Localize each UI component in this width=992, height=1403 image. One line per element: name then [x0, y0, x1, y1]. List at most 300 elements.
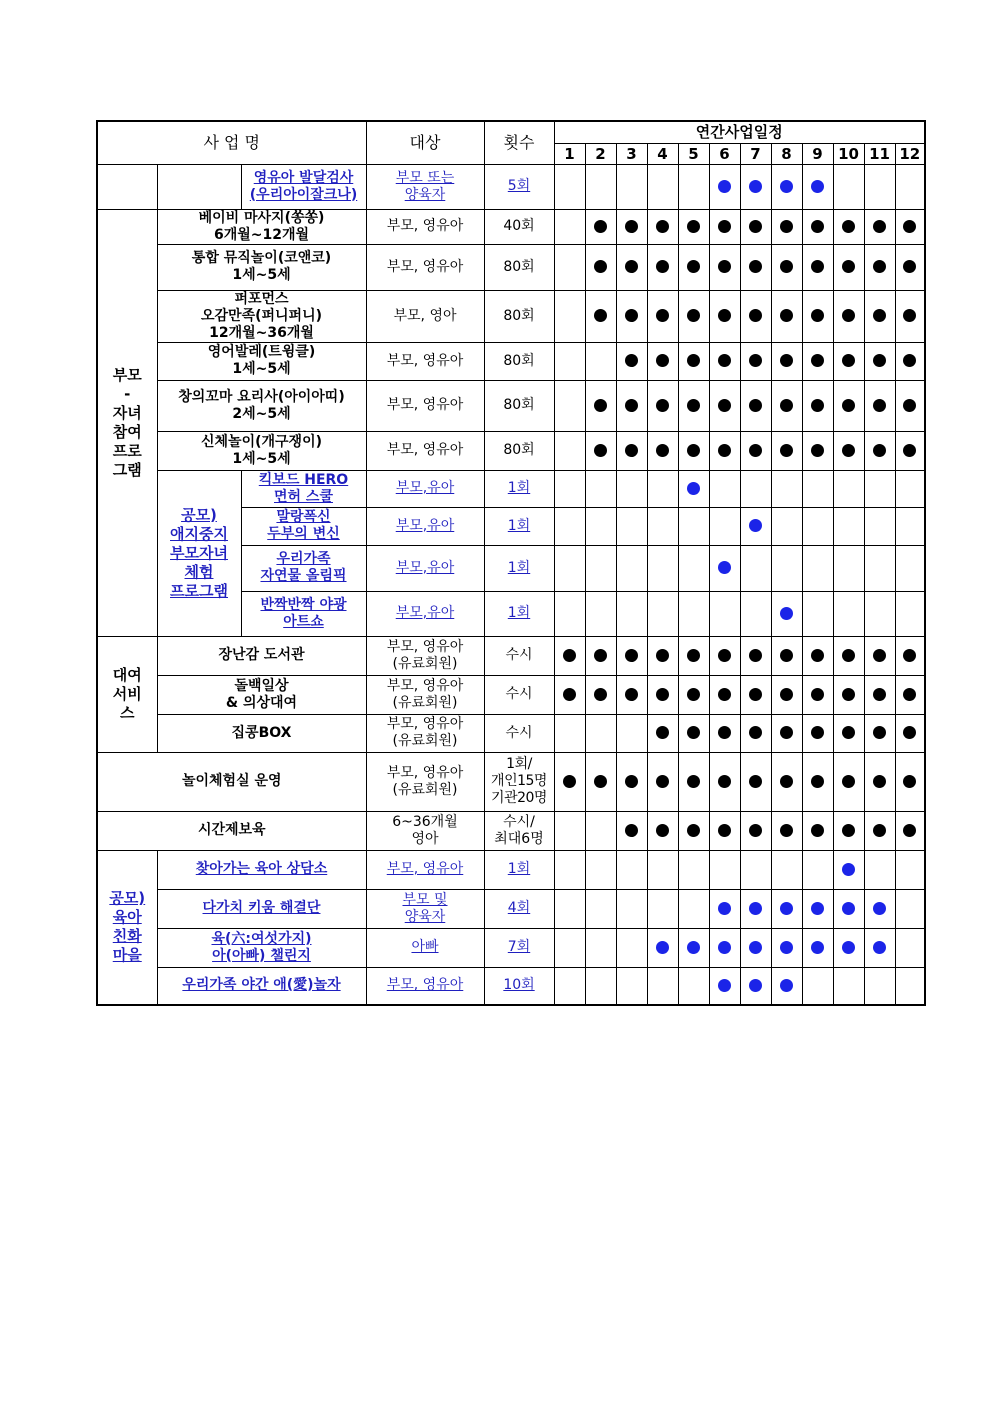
count-line: 개인15명	[491, 773, 547, 789]
month-cell	[895, 470, 925, 507]
scheduled-blue-dot-icon	[656, 941, 669, 954]
month-cell	[833, 380, 864, 431]
program-name	[241, 591, 366, 636]
scheduled-blue-dot-icon	[718, 561, 731, 574]
month-cell	[678, 752, 709, 811]
category-line: 스	[120, 703, 135, 722]
month-cell	[678, 507, 709, 545]
month-cell	[554, 967, 585, 1005]
target-line: 부모, 영유아	[386, 397, 464, 413]
header-annual-schedule	[554, 121, 925, 143]
scheduled-dot-icon	[842, 775, 855, 788]
month-cell	[740, 675, 771, 714]
scheduled-dot-icon	[749, 260, 762, 273]
month-label: 2	[595, 144, 606, 163]
count-line: 수시/	[503, 813, 535, 830]
program-name	[241, 507, 366, 545]
count-line: 1회/	[506, 756, 532, 772]
target-line: 부모, 영유아	[386, 977, 464, 994]
scheduled-blue-dot-icon	[687, 941, 700, 954]
scheduled-dot-icon	[842, 260, 855, 273]
program-name	[241, 545, 366, 591]
header-target	[366, 121, 484, 164]
category-line: 체험	[184, 562, 214, 581]
month-label: 9	[812, 144, 823, 163]
scheduled-dot-icon	[687, 399, 700, 412]
month-label: 1	[564, 144, 575, 163]
program-name	[157, 342, 366, 380]
month-cell	[616, 811, 647, 850]
scheduled-dot-icon	[903, 260, 916, 273]
scheduled-dot-icon	[656, 444, 669, 457]
scheduled-dot-icon	[718, 354, 731, 367]
month-cell	[585, 636, 616, 675]
scheduled-dot-icon	[749, 775, 762, 788]
program-name	[241, 470, 366, 507]
scheduled-dot-icon	[687, 775, 700, 788]
scheduled-blue-dot-icon	[780, 941, 793, 954]
month-cell	[678, 431, 709, 470]
scheduled-dot-icon	[656, 649, 669, 662]
month-cell	[864, 507, 895, 545]
month-cell	[647, 967, 678, 1005]
program-count	[484, 850, 554, 889]
empty-subcategory-cell	[157, 164, 241, 209]
table-row	[97, 164, 925, 209]
scheduled-dot-icon	[903, 399, 916, 412]
month-cell	[802, 164, 833, 209]
program-target	[366, 209, 484, 244]
month-cell	[895, 811, 925, 850]
scheduled-dot-icon	[718, 220, 731, 233]
program-name-line: 육(六:여섯가지)	[211, 930, 312, 947]
month-cell	[554, 714, 585, 752]
month-cell	[771, 889, 802, 928]
month-label: 3	[626, 144, 637, 163]
scheduled-dot-icon	[749, 399, 762, 412]
scheduled-blue-dot-icon	[811, 180, 824, 193]
scheduled-dot-icon	[903, 309, 916, 322]
scheduled-dot-icon	[749, 726, 762, 739]
month-label: 6	[719, 144, 730, 163]
category-line: 공모)	[109, 889, 146, 908]
category-line: 마을	[112, 946, 142, 965]
month-header	[554, 143, 585, 164]
program-name	[157, 244, 366, 290]
month-cell	[554, 928, 585, 967]
month-cell	[647, 209, 678, 244]
target-line: 부모, 영유아	[386, 638, 464, 655]
month-cell	[647, 164, 678, 209]
program-target	[366, 545, 484, 591]
month-cell	[833, 850, 864, 889]
month-cell	[833, 889, 864, 928]
scheduled-dot-icon	[687, 688, 700, 701]
scheduled-dot-icon	[842, 649, 855, 662]
program-name-line: 우리가족	[276, 551, 331, 567]
program-name-line: 반짝반짝 야광	[260, 596, 347, 613]
program-name	[97, 811, 366, 850]
scheduled-dot-icon	[718, 824, 731, 837]
month-cell	[864, 636, 895, 675]
program-name-line: 자연물 올림픽	[260, 568, 347, 584]
month-cell	[833, 636, 864, 675]
program-target	[366, 928, 484, 967]
scheduled-blue-dot-icon	[718, 180, 731, 193]
table-row	[97, 675, 925, 714]
month-cell	[709, 591, 740, 636]
month-cell	[740, 209, 771, 244]
month-cell	[616, 591, 647, 636]
month-cell	[585, 431, 616, 470]
program-name-line: & 의상대여	[225, 694, 298, 711]
target-line: 부모, 영유아	[386, 218, 464, 234]
month-cell	[678, 470, 709, 507]
header-count-label: 횟수	[503, 133, 535, 153]
scheduled-dot-icon	[811, 775, 824, 788]
scheduled-dot-icon	[594, 444, 607, 457]
month-cell	[864, 967, 895, 1005]
scheduled-blue-dot-icon	[811, 941, 824, 954]
month-cell	[771, 714, 802, 752]
scheduled-dot-icon	[625, 309, 638, 322]
month-cell	[647, 470, 678, 507]
scheduled-dot-icon	[749, 649, 762, 662]
month-cell	[585, 675, 616, 714]
program-name	[157, 967, 366, 1005]
month-cell	[895, 889, 925, 928]
count-line: 1회	[507, 517, 531, 534]
scheduled-dot-icon	[873, 354, 886, 367]
month-cell	[616, 714, 647, 752]
scheduled-dot-icon	[687, 354, 700, 367]
scheduled-dot-icon	[811, 309, 824, 322]
scheduled-dot-icon	[749, 444, 762, 457]
month-cell	[833, 714, 864, 752]
scheduled-blue-dot-icon	[780, 607, 793, 620]
month-cell	[678, 545, 709, 591]
month-cell	[802, 342, 833, 380]
month-cell	[740, 714, 771, 752]
scheduled-dot-icon	[718, 688, 731, 701]
category-line: 부모자녀	[170, 543, 228, 562]
program-count	[484, 507, 554, 545]
scheduled-dot-icon	[656, 309, 669, 322]
month-cell	[740, 889, 771, 928]
month-cell	[616, 928, 647, 967]
scheduled-dot-icon	[780, 309, 793, 322]
scheduled-dot-icon	[780, 220, 793, 233]
scheduled-dot-icon	[687, 220, 700, 233]
month-cell	[709, 342, 740, 380]
scheduled-dot-icon	[594, 775, 607, 788]
scheduled-dot-icon	[563, 649, 576, 662]
program-target	[366, 850, 484, 889]
month-cell	[771, 209, 802, 244]
program-target	[366, 752, 484, 811]
month-cell	[709, 636, 740, 675]
category-line: 프로그램	[170, 581, 228, 600]
month-header	[585, 143, 616, 164]
month-cell	[864, 431, 895, 470]
month-cell	[709, 967, 740, 1005]
month-cell	[678, 591, 709, 636]
target-line: 부모, 영유아	[386, 764, 464, 781]
program-name-line: 12개월~36개월	[209, 324, 314, 341]
scheduled-blue-dot-icon	[873, 941, 886, 954]
month-cell	[647, 636, 678, 675]
program-count	[484, 591, 554, 636]
month-cell	[709, 164, 740, 209]
program-name-line: 1세~5세	[232, 267, 291, 283]
month-cell	[864, 380, 895, 431]
program-target	[366, 967, 484, 1005]
month-cell	[585, 244, 616, 290]
program-count	[484, 431, 554, 470]
month-cell	[616, 209, 647, 244]
month-cell	[647, 752, 678, 811]
month-cell	[647, 244, 678, 290]
month-cell	[740, 290, 771, 342]
month-cell	[864, 850, 895, 889]
category-line: 자녀	[112, 403, 142, 422]
month-header	[616, 143, 647, 164]
month-cell	[864, 164, 895, 209]
program-name-line: 찾아가는 육아 상담소	[195, 861, 328, 877]
month-cell	[802, 380, 833, 431]
scheduled-dot-icon	[903, 775, 916, 788]
month-cell	[771, 507, 802, 545]
scheduled-dot-icon	[873, 775, 886, 788]
scheduled-dot-icon	[687, 824, 700, 837]
program-target	[366, 342, 484, 380]
program-name-line: 장난감 도서관	[218, 647, 305, 663]
scheduled-dot-icon	[780, 688, 793, 701]
scheduled-dot-icon	[656, 726, 669, 739]
count-line: 80회	[503, 442, 535, 458]
table-row	[97, 928, 925, 967]
program-count	[484, 164, 554, 209]
table-row	[97, 470, 925, 507]
program-count	[484, 244, 554, 290]
month-cell	[864, 591, 895, 636]
program-name-line: 1세~5세	[232, 361, 291, 377]
program-target	[366, 889, 484, 928]
target-line: 부모,유아	[395, 517, 455, 534]
month-cell	[740, 164, 771, 209]
scheduled-dot-icon	[780, 726, 793, 739]
month-cell	[585, 714, 616, 752]
program-count	[484, 290, 554, 342]
month-cell	[740, 811, 771, 850]
table-row	[97, 967, 925, 1005]
month-cell	[771, 342, 802, 380]
program-name	[157, 889, 366, 928]
month-cell	[740, 470, 771, 507]
target-line: 아빠	[411, 939, 439, 955]
program-name	[157, 636, 366, 675]
month-cell	[802, 928, 833, 967]
month-cell	[895, 928, 925, 967]
month-cell	[585, 928, 616, 967]
month-cell	[802, 636, 833, 675]
table-row	[97, 431, 925, 470]
scheduled-blue-dot-icon	[749, 902, 762, 915]
count-line: 40회	[503, 218, 535, 234]
month-cell	[802, 967, 833, 1005]
month-cell	[895, 714, 925, 752]
target-line: 6~36개월	[392, 813, 458, 830]
month-cell	[647, 675, 678, 714]
month-cell	[585, 752, 616, 811]
month-cell	[616, 164, 647, 209]
month-cell	[771, 470, 802, 507]
target-line: 부모, 영유아	[386, 442, 464, 458]
month-cell	[616, 290, 647, 342]
target-line: (유료회원)	[392, 694, 458, 711]
scheduled-dot-icon	[687, 444, 700, 457]
month-cell	[740, 850, 771, 889]
scheduled-dot-icon	[903, 726, 916, 739]
scheduled-dot-icon	[811, 824, 824, 837]
category-line: 그램	[112, 460, 142, 479]
month-cell	[616, 752, 647, 811]
target-line: (유료회원)	[392, 655, 458, 672]
month-cell	[554, 850, 585, 889]
month-cell	[864, 545, 895, 591]
header-count	[484, 121, 554, 164]
table-row	[97, 209, 925, 244]
scheduled-dot-icon	[903, 688, 916, 701]
month-header	[740, 143, 771, 164]
target-line: 부모 및	[402, 891, 448, 908]
month-cell	[802, 290, 833, 342]
month-label: 11	[869, 144, 890, 163]
month-cell	[678, 928, 709, 967]
month-cell	[554, 164, 585, 209]
scheduled-dot-icon	[718, 775, 731, 788]
program-target	[366, 675, 484, 714]
program-name	[241, 164, 366, 209]
count-line: 1회	[507, 480, 531, 496]
scheduled-blue-dot-icon	[749, 979, 762, 992]
scheduled-blue-dot-icon	[842, 902, 855, 915]
month-cell	[771, 850, 802, 889]
category-line: 부모	[112, 365, 142, 384]
target-line: 부모,유아	[395, 605, 455, 621]
program-target	[366, 591, 484, 636]
header-program	[97, 121, 366, 164]
scheduled-blue-dot-icon	[780, 979, 793, 992]
month-cell	[833, 967, 864, 1005]
scheduled-dot-icon	[718, 399, 731, 412]
count-line: 1회	[507, 559, 531, 576]
month-header	[771, 143, 802, 164]
month-cell	[802, 889, 833, 928]
month-label: 7	[750, 144, 761, 163]
month-cell	[771, 752, 802, 811]
month-cell	[833, 470, 864, 507]
month-cell	[895, 967, 925, 1005]
month-cell	[833, 591, 864, 636]
month-cell	[678, 164, 709, 209]
scheduled-dot-icon	[563, 688, 576, 701]
scheduled-dot-icon	[780, 649, 793, 662]
scheduled-dot-icon	[842, 354, 855, 367]
program-name	[157, 380, 366, 431]
category-line: 참여	[112, 422, 142, 441]
month-cell	[585, 380, 616, 431]
month-cell	[678, 811, 709, 850]
scheduled-dot-icon	[749, 688, 762, 701]
scheduled-dot-icon	[811, 260, 824, 273]
month-header	[864, 143, 895, 164]
category-contest-program	[157, 470, 241, 636]
program-count	[484, 470, 554, 507]
program-name-line: 영유아 발달검사	[253, 169, 354, 186]
month-cell	[647, 850, 678, 889]
scheduled-blue-dot-icon	[718, 902, 731, 915]
program-name-line: 두부의 변신	[267, 526, 340, 542]
month-cell	[585, 507, 616, 545]
month-cell	[647, 380, 678, 431]
scheduled-dot-icon	[811, 444, 824, 457]
month-cell	[864, 244, 895, 290]
month-cell	[554, 342, 585, 380]
scheduled-dot-icon	[625, 354, 638, 367]
program-target	[366, 811, 484, 850]
month-cell	[895, 342, 925, 380]
scheduled-dot-icon	[656, 260, 669, 273]
count-line: 4회	[507, 900, 531, 916]
month-cell	[771, 290, 802, 342]
month-cell	[678, 850, 709, 889]
scheduled-blue-dot-icon	[749, 180, 762, 193]
table-row	[97, 636, 925, 675]
month-cell	[585, 342, 616, 380]
month-cell	[678, 636, 709, 675]
scheduled-dot-icon	[811, 726, 824, 739]
scheduled-dot-icon	[656, 775, 669, 788]
scheduled-dot-icon	[687, 260, 700, 273]
scheduled-dot-icon	[780, 260, 793, 273]
program-name-line: 베이비 마사지(쏭쏭)	[198, 209, 325, 226]
month-cell	[678, 714, 709, 752]
table-row	[97, 752, 925, 811]
scheduled-dot-icon	[749, 309, 762, 322]
month-cell	[585, 545, 616, 591]
month-cell	[554, 675, 585, 714]
category-line: 대여	[112, 665, 142, 684]
scheduled-dot-icon	[656, 688, 669, 701]
scheduled-dot-icon	[656, 824, 669, 837]
month-cell	[895, 244, 925, 290]
scheduled-dot-icon	[811, 354, 824, 367]
program-target	[366, 380, 484, 431]
target-line: (유료회원)	[392, 733, 458, 749]
scheduled-dot-icon	[749, 354, 762, 367]
scheduled-dot-icon	[780, 775, 793, 788]
month-cell	[895, 636, 925, 675]
scheduled-dot-icon	[780, 399, 793, 412]
target-line: 부모 또는	[395, 169, 455, 186]
program-name-line: 아(아빠) 챌린지	[212, 947, 311, 964]
header-annual-label: 연간사업일정	[695, 123, 783, 142]
month-cell	[585, 470, 616, 507]
month-cell	[647, 811, 678, 850]
program-count	[484, 380, 554, 431]
scheduled-blue-dot-icon	[873, 902, 886, 915]
